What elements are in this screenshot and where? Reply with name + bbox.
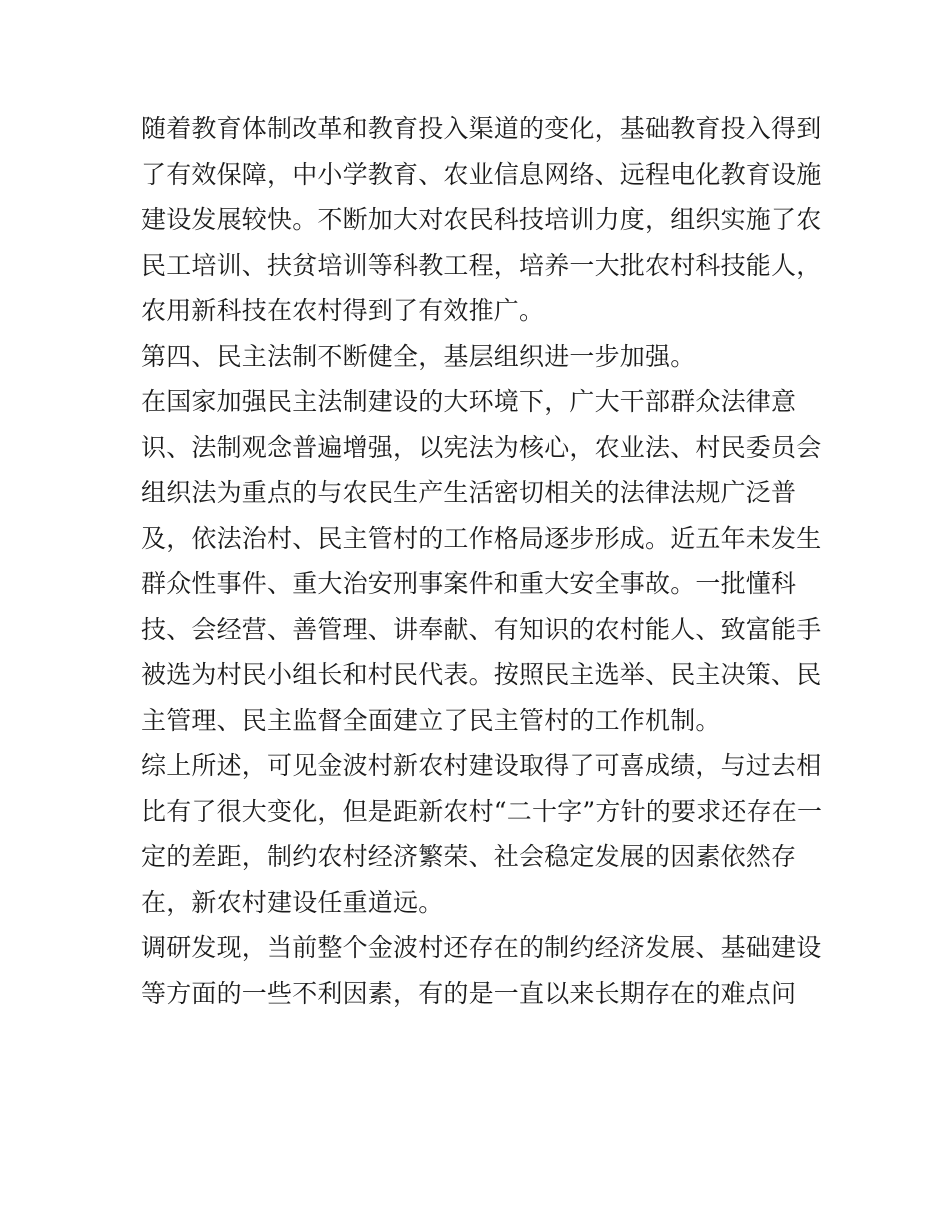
text-line: 定的差距，制约农村经济繁荣、社会稳定发展的因素依然存	[141, 842, 797, 871]
text-line: 综上所述，可见金波村新农村建设取得了可喜成绩，与过去相	[141, 751, 822, 780]
text-line: 第四、民主法制不断健全，基层组织进一步加强。	[141, 341, 696, 371]
text-line: 群众性事件、重大治安刑事案件和重大安全事故。一批懂科	[141, 569, 797, 598]
text-line: 农用新科技在农村得到了有效推广。	[141, 296, 545, 325]
text-line: 主管理、民主监督全面建立了民主管村的工作机制。	[141, 705, 721, 735]
paragraph-education-investment	[141, 106, 821, 334]
paragraph-legal-system	[141, 379, 821, 743]
text-line: 在国家加强民主法制建设的大环境下，广大干部群众法律意	[141, 387, 797, 416]
text-line: 随着教育体制改革和教育投入渠道的变化，基础教育投入得到	[141, 114, 822, 143]
text-line: 比有了很大变化，但是距新农村“二十字”方针的要求还存在一	[141, 796, 823, 826]
text-line: 等方面的一些不利因素，有的是一直以来长期存在的难点问	[141, 978, 797, 1008]
text-line: 及，依法治村、民主管村的工作格局逐步形成。近五年未发生	[141, 523, 822, 553]
paragraph-summary	[141, 743, 821, 925]
paragraph-research-findings	[141, 925, 821, 1016]
text-line: 了有效保障，中小学教育、农业信息网络、远程电化教育设施	[141, 159, 822, 189]
text-line: 识、法制观念普遍增强，以宪法为核心，农业法、村民委员会	[141, 432, 822, 462]
text-line: 组织法为重点的与农民生产生活密切相关的法律法规广泛普	[141, 478, 797, 507]
text-line: 民工培训、扶贫培训等科教工程，培养一大批农村科技能人，	[141, 250, 822, 280]
text-line: 在，新农村建设任重道远。	[141, 887, 444, 917]
text-line: 调研发现，当前整个金波村还存在的制约经济发展、基础建设	[141, 933, 822, 962]
text-line: 被选为村民小组长和村民代表。按照民主选举、民主决策、民	[141, 660, 822, 689]
text-line: 建设发展较快。不断加大对农民科技培训力度，组织实施了农	[141, 205, 822, 234]
document-body	[141, 106, 821, 1016]
text-line: 技、会经营、善管理、讲奉献、有知识的农村能人、致富能手	[141, 614, 822, 644]
section-heading-democracy	[141, 334, 821, 380]
